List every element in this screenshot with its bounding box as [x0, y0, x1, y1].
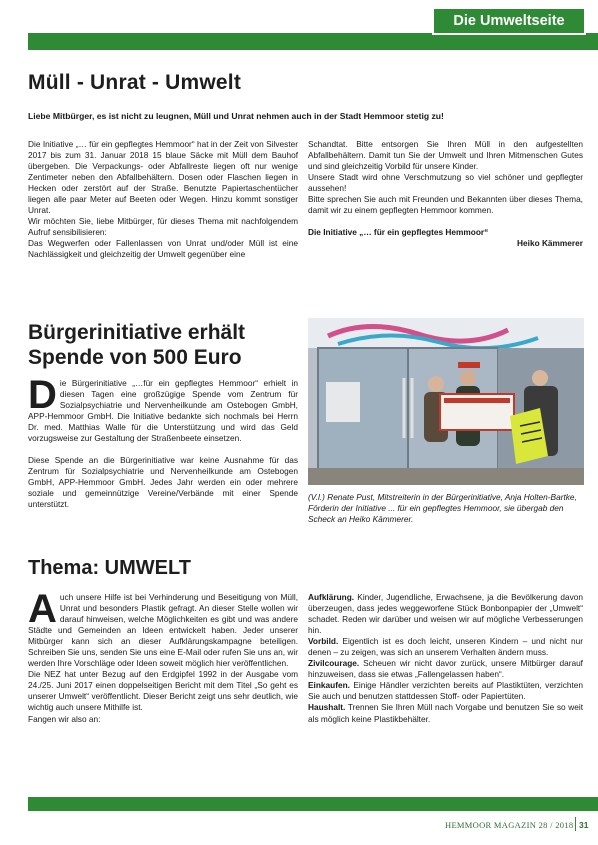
article1-paragraph: Unsere Stadt wird ohne Verschmutzung so viel schöner und gepflegter aussehen! — [308, 172, 583, 194]
article3-dropcap: A — [28, 587, 57, 631]
footer-divider — [575, 817, 576, 831]
list-item-text: Einige Händler verzichten bereits auf Plastiktüten, verzichten Sie auch und benutzen stattdessen Stoff- oder Papiertüten. — [308, 680, 583, 702]
list-item-term: Aufklärung. — [308, 592, 355, 602]
list-item-term: Einkaufen. — [308, 680, 350, 691]
article3-title: Thema: UMWELT — [28, 557, 191, 579]
article3-right-column — [308, 592, 583, 725]
article2-body — [28, 373, 298, 511]
page-number: 31 — [579, 820, 589, 830]
article2-title-line1: Bürgerinitiative erhält — [28, 321, 246, 344]
list-item-term: Zivilcourage. — [308, 658, 360, 669]
article1-paragraph: Die Initiative „… für ein gepflegtes Hemmoor“ hat in der Zeit von Silvester 2017 bis zum 31. Januar 2018 15 blaue Säcke mit Müll dem Bauhof übergeben. Die Verpackungs- oder Abfallreste liegen oft nur wenige Zentimeter neben den Abfallbehältern. Dosen oder Flaschen liegen in Hecken oder zerstört auf der Straße. Benutzte Papiertaschentücher liegen alle paar Meter auf Beeten oder Wegen. Hinzu kommt sonstiger Unrat. — [28, 139, 298, 216]
list-item-term: Haushalt. — [308, 702, 346, 713]
article1-lead: Liebe Mitbürger, es ist nicht zu leugnen, Müll und Unrat nehmen auch in der Stadt Hemmoor stetig zu! — [28, 111, 444, 121]
article1-paragraph: Schandtat. Bitte entsorgen Sie Ihren Müll in den aufgestellten Abfallbehältern. Damit tun Sie der Umwelt und Ihren Mitmenschen Gutes und sind gleichzeitig Vorbild für unsere Kinder. — [308, 139, 583, 172]
list-item — [308, 658, 583, 680]
article1-title: Müll - Unrat - Umwelt — [28, 71, 242, 94]
article1-right-column — [308, 139, 583, 249]
list-item — [308, 592, 583, 636]
list-item — [308, 680, 583, 702]
header-bar — [28, 33, 598, 50]
list-item — [308, 636, 583, 658]
article1-paragraph: Bitte sprechen Sie auch mit Freunden und Bekannten über dieses Thema, damit wir zu einem gepflegten Hemmoor kommen. — [308, 194, 583, 216]
article3-left-column — [28, 587, 298, 725]
article2-title — [28, 320, 245, 370]
article3-paragraph: uch unsere Hilfe ist bei Verhinderung und Beseitigung von Müll, Unrat und besonders Plastik gefragt. An dieser Stelle wollen wir darauf hinweisen, welche Möglichkeiten es gibt und was andere Städte und Gemeinden an Ideen entwickelt haben. Jeder unserer Mitbürger kann sich an dieser Aufklärungskampagne beteiligen. Schreiben Sie uns, senden Sie uns eine E-Mail oder rufen Sie uns an, wir werden Ihre Vorschläge oder Ideen soweit möglich hier veröffentlichen. — [28, 592, 298, 669]
donation-photo-illustration — [308, 318, 584, 485]
article1-left-column — [28, 139, 298, 261]
photo-caption: (V.l.) Renate Pust, Mitstreiterin in der Bürgerinitiative, Anja Holten-Bartke, Förderin der Initiative ... für ein gepflegtes Hemmoor, sie übergab den Scheck an Heiko Kämmerer. — [308, 492, 577, 524]
article2-title-line2: Spende von 500 Euro — [28, 346, 242, 369]
donation-photo — [308, 318, 584, 485]
list-item-text: Trennen Sie Ihren Müll nach Vorgabe und benutzen Sie so weit als möglich keine Plastikbehälter. — [308, 702, 583, 724]
list-item-term: Vorbild. — [308, 636, 339, 647]
list-item-text: Eigentlich ist es doch leicht, unseren Kindern – und nicht nur denen – zu zeigen, was sich an unserem Verhalten ändern muss. — [308, 636, 583, 658]
article2-dropcap: D — [28, 373, 57, 417]
signature-name: Heiko Kämmerer — [517, 238, 583, 249]
footer-bar — [28, 797, 598, 811]
signature-org — [308, 227, 583, 238]
list-item — [308, 702, 583, 724]
article1-paragraph: Das Wegwerfen oder Fallenlassen von Unrat und/oder Müll ist eine Nachlässigkeit und gleichzeitig der Umwelt gegenüber eine — [28, 238, 298, 260]
article3-paragraph: Die NEZ hat unter Bezug auf den Erdgipfel 1992 in der Ausgabe vom 24./25. Juni 2017 einen doppelseitigen Bericht mit dem Titel „So geht es unserer Umwelt“ veröffentlicht. Dieser Bericht zeigt uns sehr deutlich, wie wichtig auch unsere Mithilfe ist. — [28, 669, 298, 713]
article1-paragraph: Wir möchten Sie, liebe Mitbürger, für dieses Thema mit nachfolgendem Aufruf sensibilisieren: — [28, 216, 298, 238]
signature-org-text: Die Initiative „… für ein gepflegtes Hemmoor“ — [308, 227, 489, 238]
section-label: Die Umweltseite — [432, 7, 586, 35]
article2-paragraph: ie Bürgerinitiative „…für ein gepflegtes Hemmoor“ erhielt in diesen Tagen eine großzügige Spende vom Zentrum für Sozialpsychiatrie und Nervenheilkunde am Ostebogen GmbH, APP-Hemmoor GmbH. Die Initiative bedankte sich nochmals bei Herrn Dr. med. Matthias Walle für die Unterstützung und wird das Geld vorzugsweise zur Gestaltung der Straßenbeete einsetzen. — [28, 378, 298, 444]
list-item-text: Kinder, Jugendliche, Erwachsene, ja die Bevölkerung davon überzeugen, dass jedes weggeworfene Stück Bonbonpapier der „Umwelt“ schadet. Reden wir darüber und weisen wir auf mögliche Verbesserungen hin. — [308, 592, 583, 636]
article2-paragraph: Diese Spende an die Bürgerinitiative war keine Ausnahme für das Zentrum für Sozialpsychiatrie und Nervenheilkunde am Ostebogen GmbH, APP-Hemmoor GmbH. Jedes Jahr werden ein oder mehrere soziale und gemeinnützige Vereine/Verbände mit einer Spende unterstützt. — [28, 455, 298, 510]
magazine-name: HEMMOOR MAGAZIN 28 / 2018 — [445, 820, 574, 830]
list-item-text: Scheuen wir nicht davor zurück, unsere Mitbürger darauf hinzuweisen, dass sie etwas „Fallengelassen haben“. — [308, 658, 583, 680]
article3-paragraph: Fangen wir also an: — [28, 713, 101, 724]
